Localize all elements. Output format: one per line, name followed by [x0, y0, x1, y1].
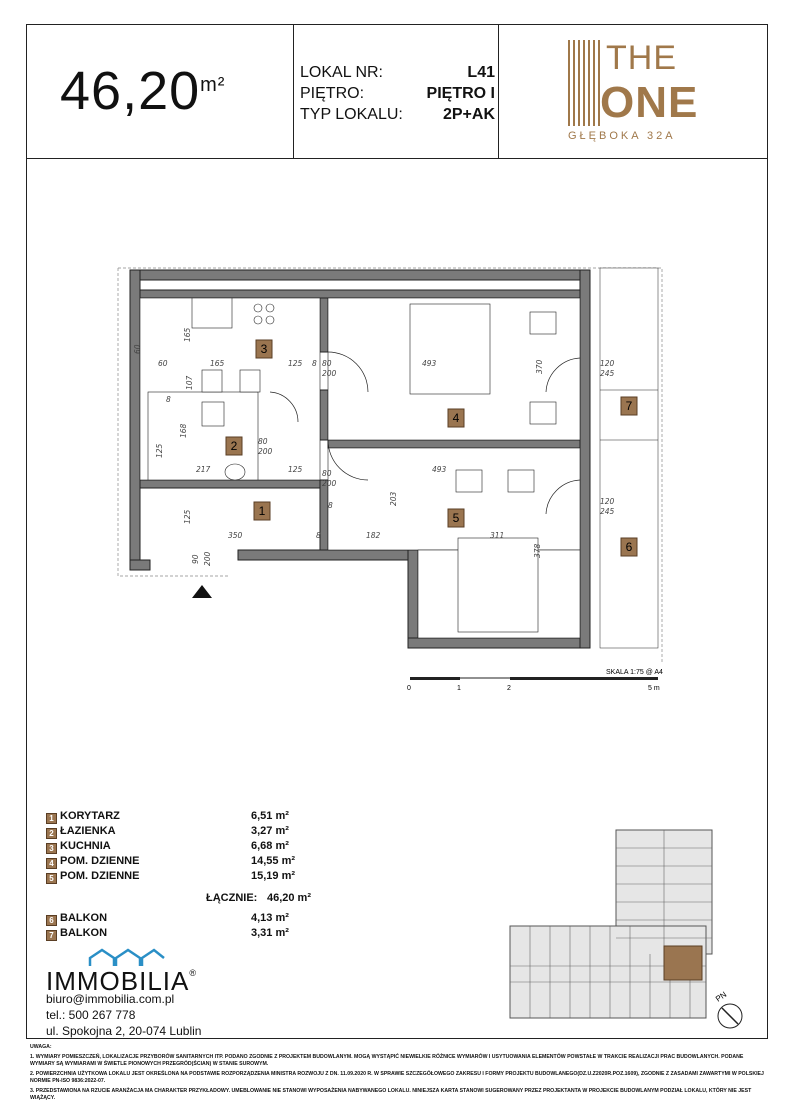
- header-separator-1: [293, 24, 294, 158]
- dim-31: 200: [203, 551, 212, 566]
- header-divider: [26, 158, 768, 159]
- dim-30: 90: [191, 554, 200, 564]
- agency-email[interactable]: biuro@immobilia.com.pl: [46, 992, 175, 1006]
- dim-29: 378: [533, 543, 542, 558]
- dim-3: 8: [312, 359, 317, 368]
- room-label-7-text: 7: [625, 399, 633, 413]
- dim-18: 80: [322, 469, 332, 478]
- entrance-arrow-icon: [192, 585, 212, 598]
- typ-row: TYP LOKALU: 2P+AK: [300, 106, 495, 123]
- scale-bar: [407, 669, 663, 692]
- balconies: [600, 268, 658, 648]
- dim-32: 8: [166, 395, 171, 404]
- scale-label: SKALA 1:75 @ A4: [606, 669, 663, 676]
- dim-9: 245: [600, 369, 615, 378]
- dim-16: 217: [196, 465, 211, 474]
- scale-tick-1: 1: [457, 685, 461, 692]
- room-label-6: [621, 538, 637, 556]
- room-label-4: [448, 409, 464, 427]
- legend-area: 3,31 m²: [251, 927, 289, 939]
- header-separator-2: [498, 24, 499, 158]
- legend-area: 6,51 m²: [251, 810, 289, 822]
- legend-name: BALKON: [60, 912, 108, 924]
- scale-tick-3: 5 m: [648, 685, 660, 692]
- dim-15: 125: [155, 443, 164, 458]
- unit-info: [300, 62, 495, 125]
- logo-bars-icon: [568, 40, 602, 126]
- dim-27: 182: [366, 531, 381, 540]
- north-indicator: [714, 990, 742, 1028]
- dim-20: 493: [432, 465, 447, 474]
- legend-name: BALKON: [60, 927, 108, 939]
- dim-1: 165: [210, 359, 225, 368]
- dim-8: 120: [600, 359, 615, 368]
- legend-name: KORYTARZ: [60, 810, 120, 822]
- legend-row: [46, 840, 311, 855]
- inner-wall-top: [140, 290, 580, 298]
- lokal-row: LOKAL NR: L41: [300, 64, 495, 81]
- room-label-3: [256, 340, 272, 358]
- legend-num: 3: [46, 843, 57, 854]
- legend-row: [46, 927, 311, 942]
- dim-23: 245: [600, 507, 615, 516]
- legend-row: [46, 870, 311, 885]
- total-label: ŁĄCZNIE:: [206, 892, 258, 904]
- legend-num: 2: [46, 828, 57, 839]
- scale-tick-2: 2: [507, 685, 511, 692]
- legend-num: 6: [46, 915, 57, 926]
- legend-row: [46, 855, 311, 870]
- legend-num: 4: [46, 858, 57, 869]
- dim-28: 311: [490, 531, 505, 540]
- logo-the: THE: [606, 39, 677, 77]
- building-minimap: [504, 826, 754, 1036]
- dim-24: 125: [183, 509, 192, 524]
- room-label-1-text: 1: [258, 504, 266, 518]
- legend-name: ŁAZIENKA: [60, 825, 116, 837]
- note-1: 1. WYMIARY POMIESZCZEŃ, LOKALIZACJE PRZYBORÓW SANITARNYCH ITP. PODANO ZGODNIE Z PROJEKTEM BUDOWLANYM. MOGĄ WYSTĄPIĆ NIEWIELKIE RÓŻNICE WYMIARÓW I USYTUOWANIA ELEMENTÓW POWSTAŁE W TRAKCIE REALIZACJI PRAC BUDOWLANYCH. PODANE WYMIARY SĄ WYMIARAMI W ŚWIETLE PIONOWYCH PRZEGRÓD(ŚCIAN) W STANIE SUROWYM.: [30, 1054, 744, 1067]
- dim-21: 203: [389, 491, 398, 506]
- dim-2: 125: [288, 359, 303, 368]
- legend-name: POM. DZIENNE: [60, 870, 140, 882]
- total-area: $46,20^{m^2}$: [60, 61, 226, 121]
- room-label-7: [621, 397, 637, 415]
- legend-area: 14,55 m²: [251, 855, 296, 867]
- note-2: 2. POWIERZCHNIA UŻYTKOWA LOKALU JEST OKREŚLONA NA PODSTAWIE ROZPORZĄDZENIA MINISTRA ROZWOJU Z DN. 11.09.2020 R. W SPRAWIE SZCZEGÓŁOWEGO ZAKRESU I FORMY PROJEKTU BUDOWLANEGO(DZ.U.Z2020R.POZ.1609), ZGODNIE Z ZASADAMI ZAWARTYMI W POLSKIEJ NORMIE PN-ISO 9836:2022-07.: [30, 1071, 764, 1084]
- legend-area: 3,27 m²: [251, 825, 289, 837]
- dim-10: 60: [158, 359, 168, 368]
- dim-0: 165: [183, 327, 192, 342]
- the-one-logo: [568, 39, 699, 150]
- legend-num: 1: [46, 813, 57, 824]
- legend-name: KUCHNIA: [60, 840, 111, 852]
- legend-num: 5: [46, 873, 57, 884]
- room-label-4-text: 4: [452, 411, 460, 425]
- legend-area: 15,19 m²: [251, 870, 296, 882]
- note-3: 3. PRZEDSTAWIONA NA RZUCIE ARANŻACJA MA CHARAKTER PRZYKŁADOWY. UMEBLOWANIE NIE STANOWI WYPOSAŻENIA NABYWANEGO LOKALU. NINIEJSZA KARTA STANOWI SUGEROWANY PRZEZ PROJEKTANTA W PROJEKCIE BUDOWLANYM PODZIAŁ LOKALU, KTÓRY NIE JEST WIĄŻĄCY.: [30, 1088, 752, 1101]
- dim-11: 107: [185, 375, 194, 390]
- room-label-5-text: 5: [452, 511, 460, 525]
- legend-row: [46, 825, 311, 840]
- room-label-3-text: 3: [260, 342, 268, 356]
- agency-address: ul. Spokojna 2, 20-074 Lublin: [46, 1024, 202, 1038]
- unit-highlight: [664, 946, 702, 980]
- dim-6: 493: [422, 359, 437, 368]
- dim-33: 60: [133, 344, 142, 354]
- minimap-building: [510, 830, 712, 1018]
- dim-25: 350: [228, 531, 243, 540]
- agency-name: IMMOBILIA®: [46, 966, 197, 996]
- dim-17: 125: [288, 465, 303, 474]
- floor-plan: [110, 262, 670, 692]
- room-label-6-text: 6: [625, 540, 633, 554]
- legend-row: [46, 912, 311, 927]
- dim-12: 80: [258, 437, 268, 446]
- total-row: [206, 892, 311, 904]
- dim-14: 168: [179, 423, 188, 438]
- legend-area: 4,13 m²: [251, 912, 289, 924]
- dim-19: 200: [322, 479, 337, 488]
- notes-title: UWAGA:: [30, 1044, 52, 1050]
- dim-5: 200: [322, 369, 337, 378]
- room-label-2: [226, 437, 242, 455]
- footnotes: [30, 1044, 765, 1105]
- dim-7: 370: [535, 359, 544, 374]
- dim-26: 8: [316, 531, 321, 540]
- dim-34: 8: [328, 501, 333, 510]
- legend-row: [46, 810, 311, 825]
- scale-tick-0: 0: [407, 685, 411, 692]
- north-label: PN: [713, 989, 729, 1004]
- dim-13: 200: [258, 447, 273, 456]
- total-value: 46,20 m²: [266, 892, 311, 904]
- legend-area: 6,68 m²: [251, 840, 289, 852]
- agency-phone[interactable]: tel.: 500 267 778: [46, 1008, 136, 1022]
- room-label-1: [254, 502, 270, 520]
- room-label-5: [448, 509, 464, 527]
- logo-address: GŁĘBOKA 32A: [568, 130, 676, 142]
- logo-one: ONE: [600, 78, 699, 127]
- room-label-2-text: 2: [230, 439, 238, 453]
- immobilia-houses-icon: [86, 948, 166, 968]
- pietro-row: PIĘTRO: PIĘTRO I: [300, 85, 495, 102]
- dim-4: 80: [322, 359, 332, 368]
- dim-22: 120: [600, 497, 615, 506]
- legend-name: POM. DZIENNE: [60, 855, 140, 867]
- legend-num: 7: [46, 930, 57, 941]
